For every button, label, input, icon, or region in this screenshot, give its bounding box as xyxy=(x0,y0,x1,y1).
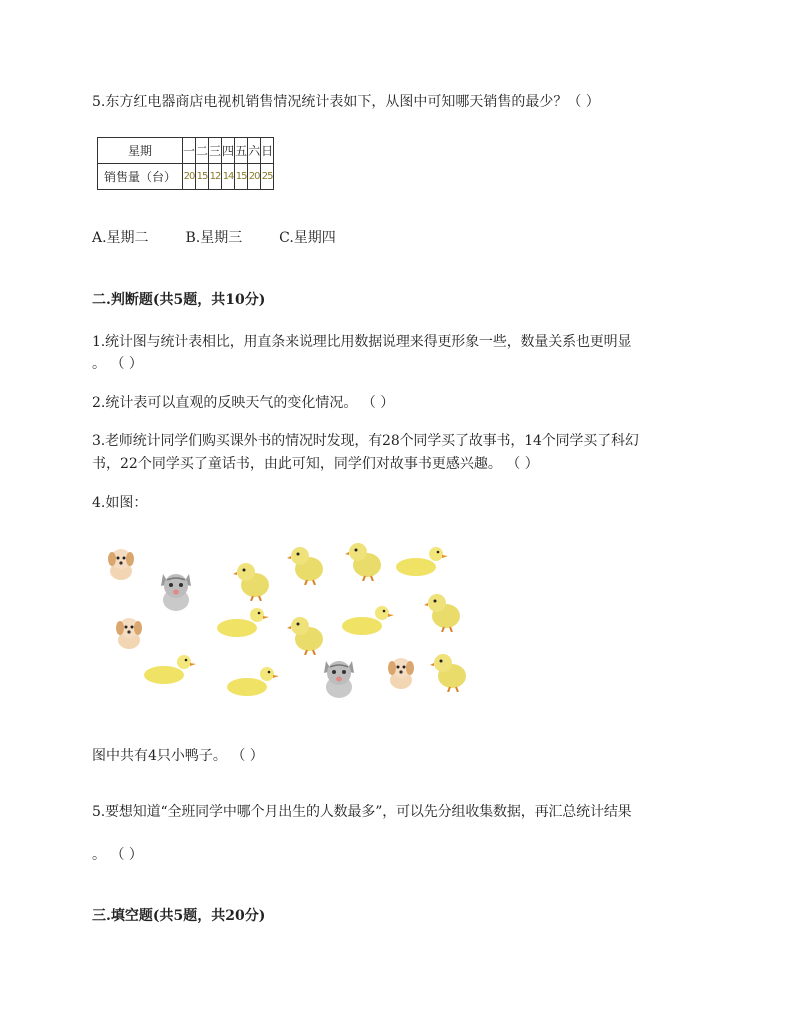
option-c[interactable]: C.星期四 xyxy=(279,230,336,246)
table-cell: 20 xyxy=(183,164,196,190)
option-b[interactable]: B.星期三 xyxy=(185,230,243,246)
chick-icon xyxy=(233,559,273,601)
duckling-icon xyxy=(225,664,279,698)
table-cell: 20 xyxy=(248,164,261,190)
chick-icon xyxy=(430,650,470,692)
duckling-icon xyxy=(142,652,196,686)
table-cell: 15 xyxy=(196,164,209,190)
section-3-heading: 三.填空题(共5题，共20分) xyxy=(92,908,266,924)
table-cell: 五 xyxy=(235,138,248,164)
section-2-heading: 二.判断题(共5题，共10分) xyxy=(92,292,266,308)
table-cell: 二 xyxy=(196,138,209,164)
question-5-text: 5.东方红电器商店电视机销售情况统计表如下，从图中可知哪天销售的最少？（ ） xyxy=(92,94,600,110)
table-cell: 25 xyxy=(261,164,274,190)
table-cell: 六 xyxy=(248,138,261,164)
table-cell: 15 xyxy=(235,164,248,190)
puppy-icon xyxy=(103,545,139,581)
table-row-label: 销售量（台） xyxy=(98,164,183,190)
judge-q4-statement: 图中共有4只小鸭子。 （ ） xyxy=(92,748,264,764)
chick-icon xyxy=(424,590,464,632)
sales-table xyxy=(97,137,274,190)
chick-icon xyxy=(287,613,327,655)
table-cell: 三 xyxy=(209,138,222,164)
judge-q1-line1: 1.统计图与统计表相比，用直条来说理比用数据说理来得更形象一些，数量关系也更明显 xyxy=(92,334,632,350)
puppy-icon xyxy=(383,654,419,690)
answer-options xyxy=(92,229,336,247)
table-header-label: 星期 xyxy=(98,138,183,164)
table-cell: 14 xyxy=(222,164,235,190)
duckling-icon xyxy=(340,603,394,637)
table-row xyxy=(98,164,274,190)
judge-q5-line1: 5.要想知道“全班同学中哪个月出生的人数最多”，可以先分组收集数据，再汇总统计结果 xyxy=(92,804,632,820)
duckling-icon xyxy=(215,605,269,639)
chick-icon xyxy=(287,543,327,585)
duckling-icon xyxy=(394,544,448,578)
table-cell: 日 xyxy=(261,138,274,164)
table-row xyxy=(98,138,274,164)
kitten-icon xyxy=(320,655,358,699)
puppy-icon xyxy=(111,614,147,650)
table-cell: 12 xyxy=(209,164,222,190)
judge-q5-line2: 。 （ ） xyxy=(92,847,143,863)
judge-q2: 2.统计表可以直观的反映天气的变化情况。 （ ） xyxy=(92,395,395,411)
judge-q1-line2: 。 （ ） xyxy=(92,356,143,372)
judge-q4-label: 4.如图： xyxy=(92,495,148,511)
judge-q3-line1: 3.老师统计同学们购买课外书的情况时发现，有28个同学买了故事书，14个同学买了科幻 xyxy=(92,433,639,449)
chick-icon xyxy=(345,539,385,581)
kitten-icon xyxy=(157,568,195,612)
table-cell: 四 xyxy=(222,138,235,164)
table-cell: 一 xyxy=(183,138,196,164)
judge-q3-line2: 书，22个同学买了童话书，由此可知，同学们对故事书更感兴趣。 （ ） xyxy=(92,456,539,472)
option-a[interactable]: A.星期二 xyxy=(92,230,149,246)
